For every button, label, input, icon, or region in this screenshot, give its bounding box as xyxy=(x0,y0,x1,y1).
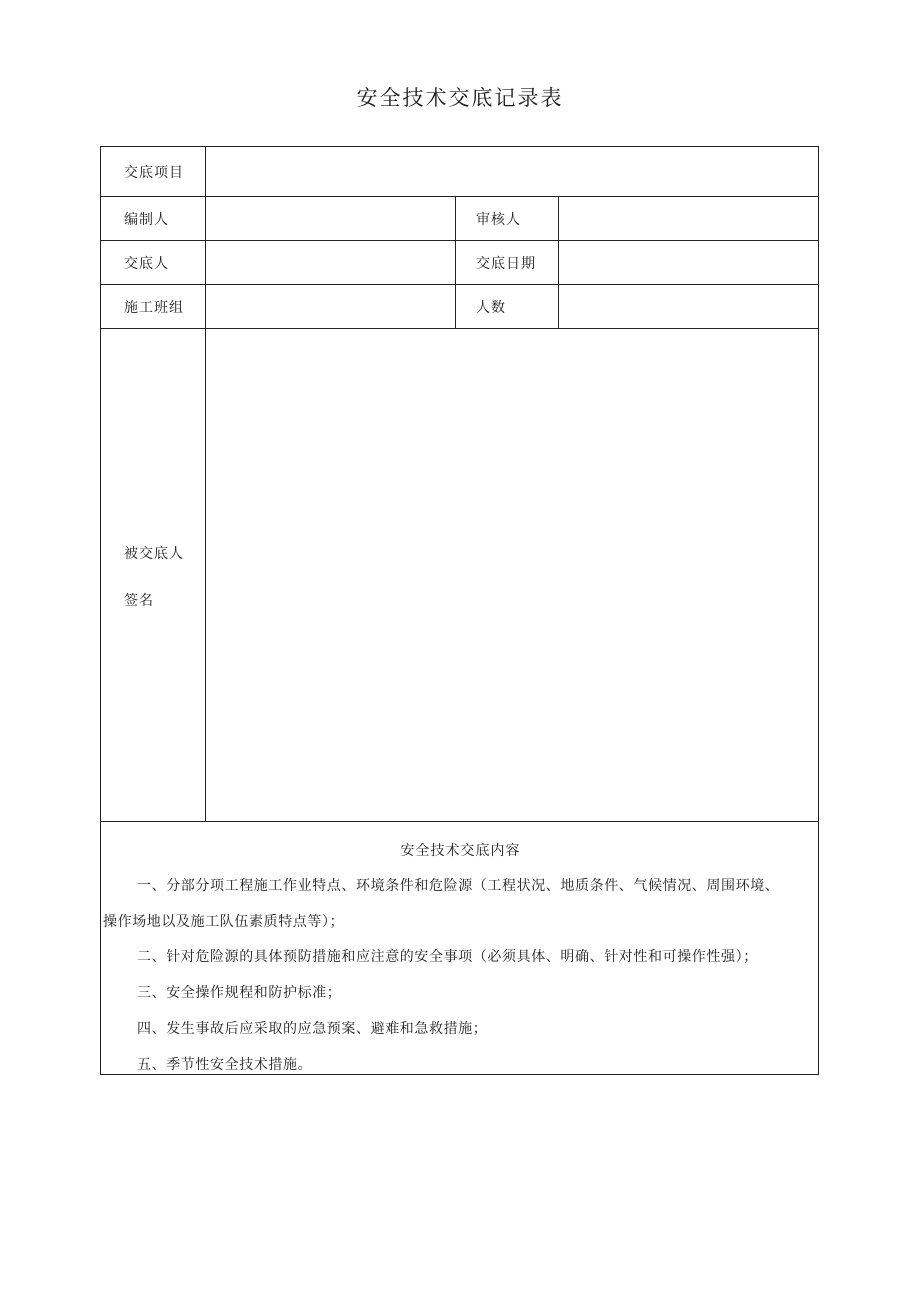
content-item-1-line1: 一、分部分项工程施工作业特点、环境条件和危险源（工程状况、地质条件、气候情况、周围环境、 xyxy=(137,878,780,894)
project-field[interactable] xyxy=(206,147,818,196)
presenter-field[interactable] xyxy=(206,241,455,284)
column-divider xyxy=(455,196,456,329)
headcount-label: 人数 xyxy=(476,300,506,316)
signature-label-line2: 签名 xyxy=(124,593,154,609)
content-item-5: 五、季节性安全技术措施。 xyxy=(137,1057,313,1073)
presenter-label: 交底人 xyxy=(124,256,169,272)
content-item-1-line2: 操作场地以及施工队伍素质特点等）； xyxy=(103,914,345,930)
page-title: 安全技术交底记录表 xyxy=(356,86,564,110)
signature-label-line1: 被交底人 xyxy=(124,546,184,562)
content-item-3: 三、安全操作规程和防护标准； xyxy=(137,985,342,1001)
safety-briefing-form xyxy=(100,146,819,1075)
compiler-label: 编制人 xyxy=(124,212,169,228)
project-label: 交底项目 xyxy=(124,165,184,181)
briefing-date-label: 交底日期 xyxy=(476,256,536,272)
signature-area[interactable] xyxy=(206,329,818,821)
reviewer-field[interactable] xyxy=(559,197,818,240)
row-divider xyxy=(101,821,818,822)
construction-team-field[interactable] xyxy=(206,285,455,328)
briefing-date-field[interactable] xyxy=(559,241,818,284)
compiler-field[interactable] xyxy=(206,197,455,240)
reviewer-label: 审核人 xyxy=(476,212,521,228)
content-item-2: 二、针对危险源的具体预防措施和应注意的安全事项（必须具体、明确、针对性和可操作性强）； xyxy=(137,949,758,965)
content-heading: 安全技术交底内容 xyxy=(400,843,521,859)
content-item-4: 四、发生事故后应采取的应急预案、避难和急救措施； xyxy=(137,1021,488,1037)
construction-team-label: 施工班组 xyxy=(124,300,184,316)
headcount-field[interactable] xyxy=(559,285,818,328)
